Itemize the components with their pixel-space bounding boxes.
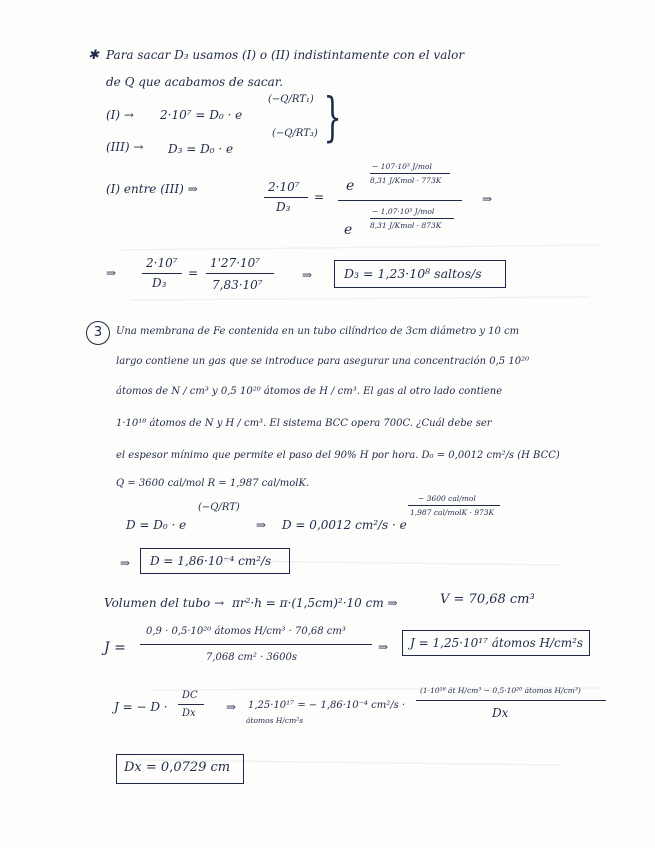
problem-line-6: Q = 3600 cal/mol R = 1,987 cal/molK. bbox=[116, 478, 310, 489]
j-arrow: ⇒ bbox=[378, 640, 389, 654]
problem-line-5: el espesor mínimo que permite el paso del 90% H por hora. D₀ = 0,0012 cm²/s (H BCC) bbox=[116, 450, 560, 461]
fick-frac-bar bbox=[416, 700, 606, 701]
step2-right-numerator: 1'27·10⁷ bbox=[210, 256, 261, 270]
fick-frac-numerator: (1·10¹⁸ át H/cm³ − 0,5·10²⁰ átomos H/cm³) bbox=[420, 686, 581, 695]
step2-arrow: ⇒ bbox=[106, 266, 117, 280]
final-result: Dx = 0,0729 cm bbox=[124, 760, 231, 775]
ratio-denominator-e: e bbox=[344, 222, 353, 238]
d-result-arrow: ⇒ bbox=[120, 556, 131, 570]
eq-III-exponent: (−Q/RT₃) bbox=[272, 128, 318, 139]
ratio-equals: = bbox=[314, 190, 325, 204]
ratio-fraction-bar bbox=[338, 200, 462, 201]
eq-I-label: (I) → bbox=[106, 108, 134, 122]
d-subst-exp-den: 1,987 cal/molK · 973K bbox=[410, 508, 495, 517]
ratio-denominator-exp-num: − 1,07·10⁵ J/mol bbox=[372, 207, 435, 216]
volume-formula: πr²·h = π·(1,5cm)²·10 cm ⇒ bbox=[232, 596, 398, 610]
fick-fraction-bar bbox=[178, 704, 204, 705]
step2-left-denominator: D₃ bbox=[152, 276, 167, 290]
fick-numerator: DC bbox=[182, 690, 198, 701]
fick-denominator: Dx bbox=[182, 708, 196, 719]
step2-equals: = bbox=[188, 266, 199, 280]
ratio-left-numerator: 2·10⁷ bbox=[268, 180, 300, 194]
ratio-denominator-exp-den: 8,31 J/Kmol · 873K bbox=[370, 221, 442, 230]
step2-right-bar bbox=[206, 273, 274, 274]
fick-units: átomos H/cm²s bbox=[246, 716, 304, 725]
eq-I-exponent: (−Q/RT₁) bbox=[268, 94, 314, 105]
step2-right-denominator: 7,83·10⁷ bbox=[212, 278, 263, 292]
eq-III: D₃ = D₀ · e bbox=[168, 142, 234, 156]
ratio-left-fraction-bar bbox=[264, 197, 308, 198]
fick-frac-denominator: Dx bbox=[492, 706, 509, 720]
problem-number-circle: 3 bbox=[86, 321, 110, 345]
ratio-numerator-e: e bbox=[346, 178, 355, 194]
d-subst-exp-bar bbox=[408, 505, 500, 506]
d-substitution: D = 0,0012 cm²/s · e bbox=[282, 518, 407, 532]
ratio-label: (I) entre (III) ⇒ bbox=[106, 182, 198, 196]
intro-line-1: Para sacar D₃ usamos (I) o (II) indistintamente con el valor bbox=[106, 48, 465, 62]
j-result: J = 1,25·10¹⁷ átomos H/cm²s bbox=[410, 636, 584, 650]
ratio-numerator-exp-num: − 107·10³ J/mol bbox=[372, 162, 432, 171]
problem-line-4: 1·10¹⁸ átomos de N y H / cm³. El sistema BCC opera 700C. ¿Cuál debe ser bbox=[116, 418, 492, 429]
right-brace: } bbox=[323, 88, 342, 148]
ratio-arrow: ⇒ bbox=[482, 192, 493, 206]
problem-line-2: largo contiene un gas que se introduce para asegurar una concentración 0,5 10²⁰ bbox=[116, 356, 530, 367]
result-D3: D₃ = 1,23·10⁸ saltos/s bbox=[344, 266, 482, 281]
fick-label: J = − D · bbox=[114, 700, 168, 714]
problem-line-3: átomos de N / cm³ y 0,5 10²⁰ átomos de H / cm³. El gas al otro lado contiene bbox=[116, 386, 503, 397]
d-formula: D = D₀ · e bbox=[126, 518, 187, 532]
volume-result: V = 70,68 cm³ bbox=[440, 592, 535, 607]
j-numerator: 0,9 · 0,5·10²⁰ átomos H/cm³ · 70,68 cm³ bbox=[146, 626, 346, 637]
step2-left-bar bbox=[142, 273, 182, 274]
eq-III-label: (III) → bbox=[106, 140, 144, 154]
problem-line-1: Una membrana de Fe contenida en un tubo cilíndrico de 3cm diámetro y 10 cm bbox=[116, 326, 520, 337]
ratio-numerator-exp-bar bbox=[370, 173, 450, 174]
step2-left-numerator: 2·10⁷ bbox=[146, 256, 178, 270]
intro-line-2: de Q que acabamos de sacar. bbox=[106, 75, 284, 89]
eq-I: 2·10⁷ = D₀ · e bbox=[160, 108, 243, 122]
volume-label: Volumen del tubo → bbox=[104, 596, 225, 610]
bullet-asterisk: ✱ bbox=[88, 48, 99, 63]
ratio-numerator-exp-den: 8,31 J/Kmol · 773K bbox=[370, 176, 442, 185]
j-fraction-bar bbox=[140, 644, 372, 645]
d-subst-exp-num: − 3600 cal/mol bbox=[418, 494, 476, 503]
d-arrow: ⇒ bbox=[256, 518, 267, 532]
j-label: J = bbox=[104, 640, 126, 656]
ratio-left-denominator: D₃ bbox=[276, 200, 291, 214]
d-result: D = 1,86·10⁻⁴ cm²/s bbox=[150, 554, 272, 568]
fick-arrow: ⇒ bbox=[226, 700, 237, 714]
d-formula-exponent: (−Q/RT) bbox=[198, 502, 240, 513]
fick-substitution: 1,25·10¹⁷ = − 1,86·10⁻⁴ cm²/s · bbox=[248, 700, 406, 711]
step2-arrow-2: ⇒ bbox=[302, 268, 313, 282]
ratio-denominator-exp-bar bbox=[370, 218, 454, 219]
j-denominator: 7,068 cm² · 3600s bbox=[206, 652, 298, 663]
